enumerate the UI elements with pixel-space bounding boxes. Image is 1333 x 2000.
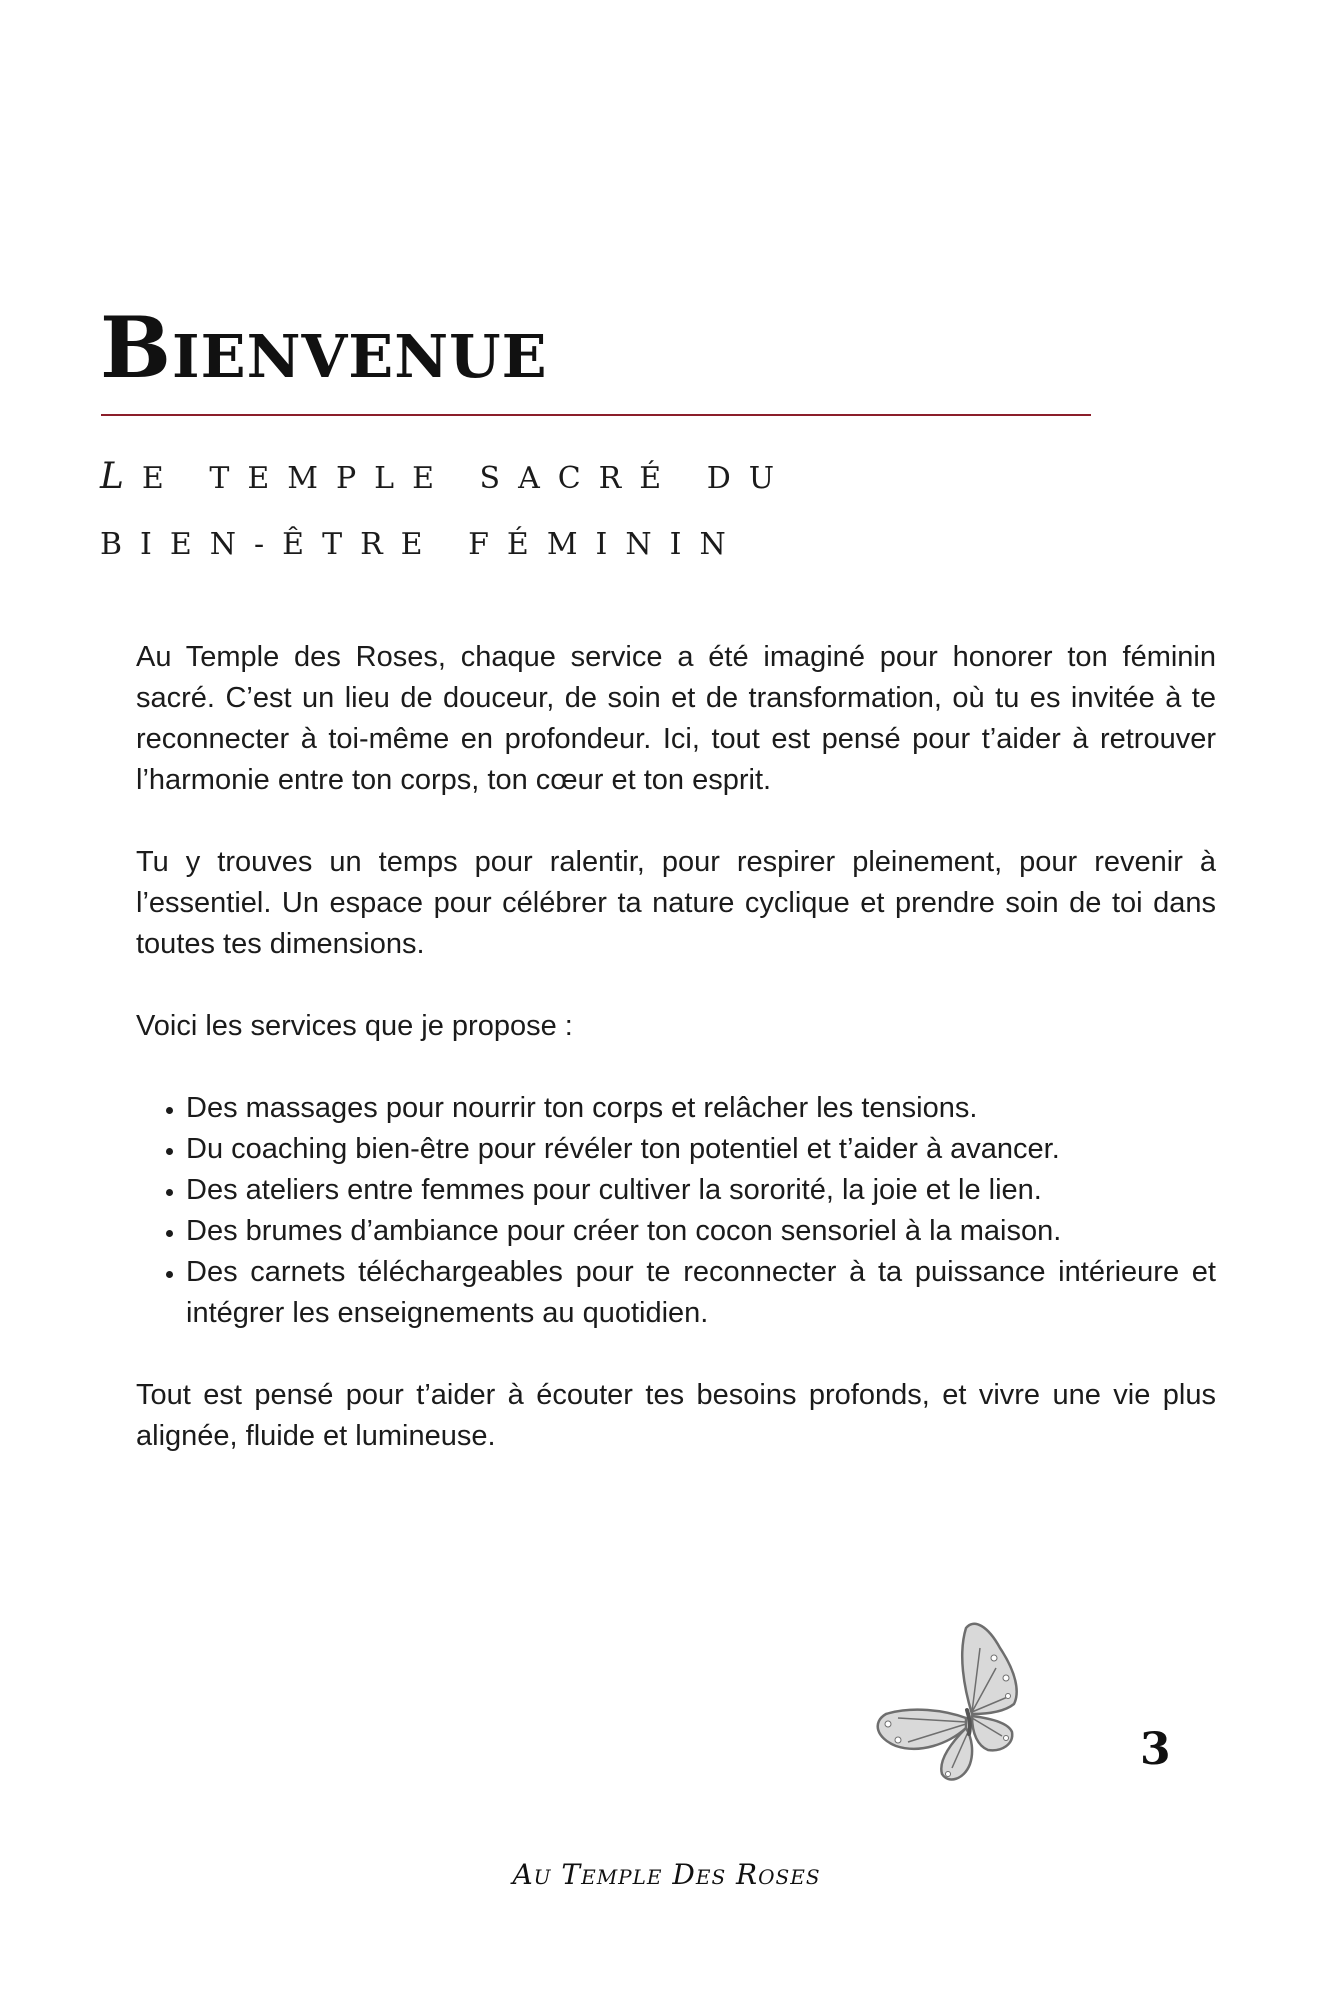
closing-paragraph: Tout est pensé pour t’aider à écouter tes besoins profonds, et vivre une vie plus alignée, fluide et lumineuse. <box>136 1379 1216 1452</box>
list-item: • Des ateliers entre femmes pour cultiver la sororité, la joie et le lien. <box>186 1170 1216 1211</box>
list-item: • Des massages pour nourrir ton corps et relâcher les tensions. <box>186 1088 1216 1129</box>
subtitle-initial: L <box>100 456 142 497</box>
page-title: Bienvenue <box>100 298 548 398</box>
list-item: • Du coaching bien-être pour révéler ton potentiel et t’aider à avancer. <box>186 1129 1216 1170</box>
footer-brand: Au Temple Des Roses <box>512 1858 821 1891</box>
services-intro: Voici les services que je propose : <box>136 1010 573 1042</box>
page-subtitle <box>100 444 1000 578</box>
subtitle-text: E TEMPLE SACRÉ DU BIEN-ÊTRE FÉMININ <box>100 461 793 562</box>
services-list <box>136 1088 1216 1334</box>
butterfly-icon <box>868 1618 1028 1784</box>
page-number: 3 <box>1140 1724 1171 1775</box>
list-item: • Des carnets téléchargeables pour te reconnecter à ta puissance intérieure et intégrer les enseignements au quotidien. <box>186 1252 1216 1334</box>
list-item: • Des brumes d’ambiance pour créer ton cocon sensoriel à la maison. <box>186 1211 1216 1252</box>
intro-paragraph: Au Temple des Roses, chaque service a été imaginé pour honorer ton féminin sacré. C’est un lieu de douceur, de soin et de transformation, où tu es invitée à te reconnecter à toi-même en profondeur. Ici, tout est pensé pour t’aider à retrouver l’harmonie entre ton corps, ton cœur et ton esprit. <box>136 641 1216 796</box>
second-paragraph: Tu y trouves un temps pour ralentir, pour respirer pleinement, pour revenir à l’essentiel. Un espace pour célébrer ta nature cyclique et prendre soin de toi dans toutes tes dimensions. <box>136 846 1216 960</box>
body-text <box>136 637 1216 1498</box>
title-divider <box>101 414 1091 416</box>
